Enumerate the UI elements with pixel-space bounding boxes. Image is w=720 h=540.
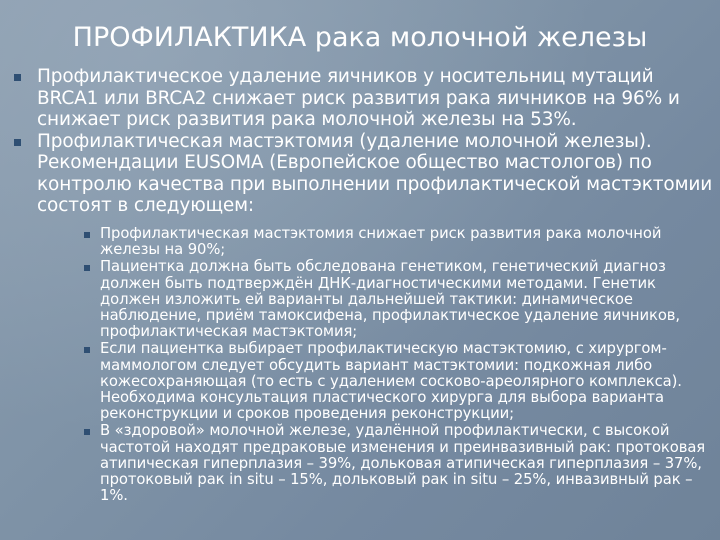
slide-title: ПРОФИЛАКТИКА рака молочной железы (72, 22, 648, 53)
square-bullet-icon (84, 347, 90, 353)
bullet-item (14, 66, 716, 131)
square-bullet-icon (14, 139, 21, 146)
sub-bullet-text: Если пациентка выбирает профилактическую мастэктомию, с хирургом-маммологом следует обсудить вариант мастэктомии: подкожная либо кожесохраняющая (то есть с удалением сосково-ареолярного комплекса). Необходима консультация пластического хирурга для выбора варианта реконструкции и сроков проведения реконструкции; (100, 340, 682, 423)
square-bullet-icon (84, 232, 90, 238)
bullet-item (14, 131, 716, 217)
sub-bullet-item (84, 259, 720, 340)
square-bullet-icon (84, 429, 90, 435)
sub-bullet-text: Профилактическая мастэктомия снижает риск развития рака молочной железы на 90%; (100, 225, 662, 259)
main-bullet-list (14, 66, 716, 217)
sub-bullet-item (84, 341, 720, 422)
bullet-text: Профилактическое удаление яичников у носительниц мутаций BRCA1 или BRCA2 снижает риск развития рака яичников на 96% и снижает риск развития рака молочной железы на 53%. (37, 66, 680, 130)
sub-bullet-item (84, 226, 720, 258)
square-bullet-icon (14, 74, 21, 81)
sub-bullet-list (84, 226, 720, 505)
sub-bullet-text: Пациентка должна быть обследована генетиком, генетический диагноз должен быть подтверждён ДНК-диагностическими методами. Генетик должен изложить ей варианты дальнейшей тактики: динамическое наблюдение, приём тамоксифена, профилактическое удаление яичников, профилактическая мастэктомия; (100, 258, 681, 341)
square-bullet-icon (84, 265, 90, 271)
sub-bullet-text: В «здоровой» молочной железе, удалённой профилактически, с высокой частотой находят предраковые изменения и преинвазивный рак: протоковая атипическая гиперплазия – 39%, дольковая атипическая гиперплазия – 37%, протоковый рак in situ – 15%, дольковый рак in situ – 25%, инвазивный рак – 1%. (100, 422, 706, 505)
bullet-text: Профилактическая мастэктомия (удаление молочной железы). Рекомендации EUSOMA (Европейское общество мастологов) по контролю качества при выполнении профилактической мастэктомии состоят в следующем: (37, 130, 713, 216)
sub-bullet-item (84, 423, 720, 504)
